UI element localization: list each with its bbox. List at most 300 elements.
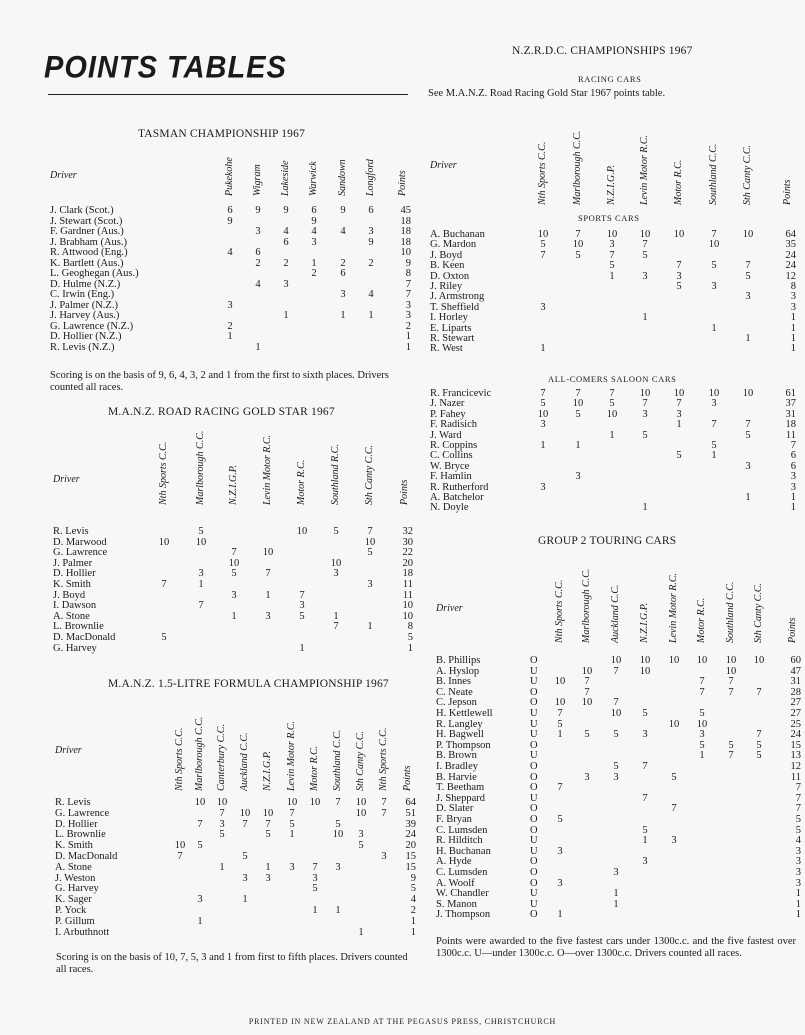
goldstar-cell: 10 (296, 526, 308, 537)
group2-cell: 10 (696, 718, 708, 730)
group2-points: 60 (790, 655, 801, 666)
formula15-points: 2 (410, 905, 416, 916)
tasman-cell: 6 (283, 236, 289, 248)
group2-col-header: Points (787, 617, 798, 643)
group2-driver-name: I. Bradley (436, 761, 478, 772)
formula15-cell: 5 (358, 840, 364, 852)
goldstar-cell: 7 (198, 600, 204, 612)
group2-driver-name: F. Bryan (436, 814, 472, 825)
formula15-cell: 7 (381, 797, 387, 808)
nzrdc-cell: 7 (676, 398, 682, 410)
nzrdc-col-header: N.Z.I.G.P. (606, 164, 617, 205)
formula15-points: 20 (405, 840, 416, 852)
goldstar-driver-header: Driver (53, 474, 80, 485)
nzrdc-driver-name: J. Boyd (430, 249, 463, 261)
saloon-cars-label: ALL-COMERS SALOON CARS (548, 374, 677, 384)
formula15-col-header: Nth Sports C.C. (378, 727, 389, 791)
nzrdc-cell: 5 (642, 429, 648, 441)
nzrdc-driver-name: J. Armstrong (430, 291, 485, 303)
nzrdc-cell: 1 (575, 440, 581, 451)
tasman-cell: 3 (311, 236, 317, 248)
group2-driver-name: R. Langley (436, 718, 483, 730)
group2-driver-name: S. Manon (436, 898, 477, 910)
nzrdc-cell: 7 (642, 239, 648, 251)
group2-cell: 7 (584, 686, 590, 698)
nzrdc-title: N.Z.R.D.C. CHAMPIONSHIPS 1967 (512, 45, 693, 57)
group2-cell: 3 (671, 835, 677, 847)
nzrdc-cell: 7 (575, 388, 581, 399)
nzrdc-cell: 3 (540, 301, 546, 313)
goldstar-cell: 5 (198, 526, 204, 537)
nzrdc-cell: 1 (540, 343, 546, 355)
formula15-driver-name: R. Levis (55, 797, 91, 808)
group2-class-marker: O (530, 655, 538, 666)
formula15-points: 1 (410, 915, 416, 927)
nzrdc-cell: 5 (540, 239, 546, 251)
goldstar-driver-name: K. Smith (53, 579, 91, 590)
nzrdc-cell: 7 (575, 229, 581, 240)
nzrdc-driver-name: J. Ward (430, 429, 462, 441)
group2-class-marker: U (530, 750, 538, 762)
group2-cell: 10 (668, 718, 680, 730)
group2-points: 1 (795, 898, 801, 910)
group2-class-marker: O (530, 771, 538, 783)
goldstar-cell: 7 (367, 526, 373, 537)
nzrdc-points: 35 (785, 239, 796, 251)
nzrdc-cell: 7 (609, 388, 615, 399)
nzrdc-points: 7 (790, 440, 796, 451)
goldstar-cell: 7 (265, 568, 271, 580)
page-title: POINTS TABLES (44, 50, 287, 86)
group2-cell: 5 (584, 729, 590, 741)
tasman-cell: 9 (227, 215, 233, 227)
goldstar-points: 10 (402, 610, 413, 622)
tasman-cell: 4 (368, 289, 374, 300)
tasman-cell: 3 (368, 226, 374, 237)
goldstar-col-header: Marlborough C.C. (195, 430, 206, 505)
formula15-cell: 7 (335, 797, 341, 808)
tasman-points: 2 (405, 320, 411, 332)
tasman-cell: 9 (255, 205, 261, 216)
nzrdc-cell: 10 (606, 408, 618, 420)
formula15-cell: 7 (381, 807, 387, 819)
group2-cell: 5 (699, 739, 705, 751)
group2-cell: 10 (610, 655, 622, 666)
formula15-points: 64 (405, 797, 416, 808)
formula15-cell: 7 (219, 807, 225, 819)
nzrdc-driver-name: G. Mardon (430, 239, 477, 251)
group2-driver-name: C. Neate (436, 686, 473, 698)
group2-cell: 10 (725, 655, 737, 666)
nzrdc-cell: 10 (639, 388, 651, 399)
formula15-col-header: Sth Canty C.C. (355, 730, 366, 791)
nzrdc-cell: 5 (575, 408, 581, 420)
nzrdc-cell: 1 (711, 450, 717, 462)
goldstar-points: 11 (402, 589, 413, 601)
tasman-driver-name: C. Irwin (Eng.) (50, 289, 115, 300)
nzrdc-cell: 5 (676, 450, 682, 462)
nzrdc-driver-name: R. Coppins (430, 440, 478, 451)
nzrdc-driver-name: J. Nazer (430, 398, 465, 410)
nzrdc-col-header: Southland C.C. (708, 143, 719, 205)
nzrdc-cell: 10 (537, 229, 549, 240)
group2-driver-name: B. Harvie (436, 771, 477, 783)
formula15-cell: 5 (242, 851, 248, 862)
group2-cell: 10 (696, 655, 708, 666)
group2-class-marker: O (530, 867, 538, 878)
goldstar-cell: 10 (158, 536, 170, 548)
tasman-cell: 4 (283, 226, 289, 237)
nzrdc-cell: 3 (745, 460, 751, 472)
tasman-col-header: Wigram (252, 164, 263, 196)
formula15-driver-header: Driver (55, 745, 82, 756)
group2-points: 31 (790, 676, 801, 688)
nzrdc-cell: 7 (540, 249, 546, 261)
goldstar-driver-name: G. Harvey (53, 642, 97, 654)
nzrdc-col-header: Levin Motor R.C. (639, 135, 650, 205)
nzrdc-points: 24 (785, 260, 796, 272)
group2-driver-name: C. Jepson (436, 697, 477, 709)
nzrdc-cell: 5 (609, 398, 615, 410)
group2-col-header: Auckland C.C. (610, 584, 621, 643)
group2-driver-name: B. Phillips (436, 655, 481, 666)
tasman-cell: 6 (227, 205, 233, 216)
nzrdc-driver-name: R. Francicevic (430, 388, 492, 399)
group2-cell: 3 (642, 729, 648, 741)
tasman-points: 7 (405, 278, 411, 290)
nzrdc-cell: 10 (708, 239, 720, 251)
formula15-points: 5 (410, 883, 416, 895)
group2-driver-name: A. Hyde (436, 856, 472, 868)
tasman-points: 3 (405, 299, 411, 311)
nzrdc-cell: 7 (745, 260, 751, 272)
formula15-cell: 5 (197, 840, 203, 852)
formula15-cell: 3 (381, 851, 387, 862)
nzrdc-cell: 5 (609, 260, 615, 272)
formula15-cell: 10 (332, 829, 344, 841)
nzrdc-driver-name: N. Doyle (430, 502, 469, 514)
goldstar-points: 1 (407, 642, 413, 654)
formula15-col-header: Nth Sports C.C. (174, 727, 185, 791)
goldstar-col-header: Points (399, 479, 410, 505)
goldstar-driver-name: L. Brownlie (53, 621, 104, 633)
nzrdc-col-header: Points (782, 179, 793, 205)
tasman-points: 1 (405, 341, 411, 353)
group2-class-marker: O (530, 761, 538, 772)
group2-class-marker: O (530, 856, 538, 868)
racing-cars-label: RACING CARS (578, 74, 642, 84)
nzrdc-cell: 3 (711, 398, 717, 410)
formula15-note: Scoring is on the basis of 10, 7, 5, 3 and 1 from first to fifth places. Drivers counted all races. (56, 952, 408, 975)
goldstar-cell: 5 (161, 632, 167, 643)
tasman-cell: 2 (255, 257, 261, 269)
group2-col-header: Motor R.C. (696, 597, 707, 643)
nzrdc-col-header: Sth Canty C.C. (742, 144, 753, 205)
group2-cell: 7 (584, 676, 590, 688)
tasman-driver-name: F. Gardner (Aus.) (50, 226, 124, 237)
nzrdc-points: 3 (790, 471, 796, 483)
goldstar-driver-name: D. Hollier (53, 568, 96, 580)
nzrdc-cell: 1 (745, 333, 751, 344)
nzrdc-cell: 5 (642, 249, 648, 261)
formula15-cell: 1 (219, 861, 225, 873)
nzrdc-driver-name: F. Hamlin (430, 471, 472, 483)
nzrdc-points: 1 (790, 312, 796, 324)
nzrdc-cell: 7 (676, 260, 682, 272)
group2-driver-name: A. Hyslop (436, 665, 480, 677)
group2-cell: 5 (699, 708, 705, 719)
nzrdc-cell: 5 (540, 398, 546, 410)
group2-cell: 10 (554, 697, 566, 709)
nzrdc-cell: 10 (572, 239, 584, 251)
formula15-cell: 3 (358, 829, 364, 841)
nzrdc-cell: 3 (609, 239, 615, 251)
group2-cell: 7 (557, 782, 563, 794)
nzrdc-cell: 3 (711, 281, 717, 292)
formula15-cell: 1 (335, 905, 341, 916)
group2-cell: 7 (642, 761, 648, 772)
group2-class-marker: O (530, 824, 538, 836)
tasman-points: 9 (405, 257, 411, 269)
formula15-driver-name: K. Smith (55, 840, 93, 852)
formula15-cell: 3 (312, 872, 318, 884)
formula15-cell: 1 (197, 915, 203, 927)
formula15-cell: 5 (312, 883, 318, 895)
group2-col-header: N.Z.I.G.P. (639, 602, 650, 643)
group2-cell: 7 (699, 676, 705, 688)
group2-cell: 3 (557, 845, 563, 857)
nzrdc-cell: 3 (540, 419, 546, 431)
nzrdc-points: 1 (790, 492, 796, 503)
nzrdc-cell: 1 (642, 502, 648, 514)
formula15-title: M.A.N.Z. 1.5-LITRE FORMULA CHAMPIONSHIP 1967 (108, 678, 389, 690)
formula15-cell: 7 (289, 807, 295, 819)
tasman-cell: 3 (255, 226, 261, 237)
goldstar-cell: 3 (198, 568, 204, 580)
group2-cell: 3 (613, 867, 619, 878)
group2-cell: 5 (756, 739, 762, 751)
formula15-points: 15 (405, 851, 416, 862)
group2-cell: 10 (581, 665, 593, 677)
nzrdc-driver-name: P. Fahey (430, 408, 466, 420)
tasman-col-header: Sandown (337, 159, 348, 196)
group2-cell: 1 (613, 888, 619, 900)
group2-cell: 7 (557, 708, 563, 719)
group2-points: 27 (790, 697, 801, 709)
formula15-cell: 7 (177, 851, 183, 862)
goldstar-col-header: N.Z.I.G.P. (228, 464, 239, 505)
goldstar-col-header: Southland R.C. (330, 444, 341, 505)
group2-cell: 7 (728, 750, 734, 762)
tasman-driver-name: D. Hollier (N.Z.) (50, 331, 122, 342)
group2-points: 25 (790, 718, 801, 730)
group2-cell: 5 (613, 761, 619, 772)
goldstar-points: 20 (402, 557, 413, 569)
group2-driver-name: R. Hilditch (436, 835, 483, 847)
group2-points: 7 (795, 803, 801, 815)
formula15-col-header: Motor R.C. (309, 745, 320, 791)
group2-cell: 7 (728, 676, 734, 688)
group2-cell: 1 (613, 898, 619, 910)
nzrdc-driver-name: J. Riley (430, 281, 463, 292)
group2-class-marker: U (530, 845, 538, 857)
footer-imprint: PRINTED IN NEW ZEALAND AT THE PEGASUS PRESS, CHRISTCHURCH (248, 1017, 557, 1026)
formula15-col-header: Levin Motor R.C. (286, 721, 297, 791)
nzrdc-cell: 10 (673, 229, 685, 240)
tasman-points: 1 (405, 331, 411, 342)
nzrdc-points: 64 (785, 229, 796, 240)
tasman-points: 45 (400, 205, 411, 216)
group2-points: 3 (795, 856, 801, 868)
group2-class-marker: O (530, 782, 538, 794)
formula15-cell: 10 (286, 797, 298, 808)
group2-driver-header: Driver (436, 603, 463, 614)
group2-cell: 10 (639, 655, 651, 666)
nzrdc-driver-name: E. Liparts (430, 322, 472, 334)
goldstar-cell: 7 (231, 547, 237, 559)
group2-class-marker: U (530, 888, 538, 900)
tasman-cell: 9 (283, 205, 289, 216)
nzrdc-cell: 7 (642, 398, 648, 410)
nzrdc-driver-name: A. Batchelor (430, 492, 484, 503)
group2-driver-name: C. Lumsden (436, 824, 488, 836)
nzrdc-driver-name: W. Bryce (430, 460, 470, 472)
goldstar-title: M.A.N.Z. ROAD RACING GOLD STAR 1967 (108, 406, 335, 418)
goldstar-col-header: Sth Canty C.C. (364, 444, 375, 505)
tasman-col-header: Warwick (308, 161, 319, 196)
tasman-cell: 6 (311, 205, 317, 216)
formula15-cell: 5 (219, 829, 225, 841)
goldstar-cell: 10 (364, 536, 376, 548)
formula15-cell: 1 (312, 905, 318, 916)
nzrdc-cell: 10 (606, 229, 618, 240)
group2-cell: 7 (613, 697, 619, 709)
tasman-cell: 4 (255, 278, 261, 290)
tasman-col-header: Points (397, 170, 408, 196)
racing-cars-note: See M.A.N.Z. Road Racing Gold Star 1967 points table. (428, 88, 666, 99)
group2-driver-name: D. Slater (436, 803, 474, 815)
formula15-cell: 5 (265, 829, 271, 841)
nzrdc-cell: 3 (676, 408, 682, 420)
tasman-cell: 6 (368, 205, 374, 216)
tasman-cell: 1 (283, 310, 289, 321)
group2-cell: 1 (557, 729, 563, 741)
group2-class-marker: U (530, 729, 538, 741)
tasman-cell: 1 (340, 310, 346, 321)
group2-col-header: Sth Canty C.C. (753, 582, 764, 643)
group2-points: 3 (795, 867, 801, 878)
tasman-cell: 6 (255, 247, 261, 258)
tasman-cell: 2 (340, 257, 346, 269)
goldstar-cell: 3 (299, 600, 305, 612)
group2-driver-name: A. Woolf (436, 877, 475, 889)
nzrdc-points: 1 (790, 322, 796, 334)
nzrdc-points: 24 (785, 249, 796, 261)
group2-points: 15 (790, 739, 801, 751)
goldstar-points: 30 (402, 536, 413, 548)
nzrdc-cell: 10 (742, 388, 754, 399)
tasman-driver-name: J. Stewart (Scot.) (50, 215, 123, 227)
group2-cell: 10 (753, 655, 765, 666)
group2-cell: 7 (756, 729, 762, 741)
tasman-driver-name: K. Bartlett (Aus.) (50, 257, 124, 269)
tasman-driver-name: J. Harvey (Aus.) (50, 310, 120, 321)
group2-points: 12 (790, 761, 801, 772)
nzrdc-cell: 1 (609, 270, 615, 282)
formula15-driver-name: K. Sager (55, 894, 92, 906)
formula15-col-header: Southland C.C. (332, 729, 343, 791)
formula15-driver-name: P. Yock (55, 905, 87, 916)
group2-points: 47 (790, 665, 801, 677)
tasman-note: Scoring is on the basis of 9, 6, 4, 3, 2 and 1 from the first to sixth places. Drivers counted all races. (50, 370, 389, 393)
goldstar-cell: 3 (333, 568, 339, 580)
nzrdc-driver-name: R. West (430, 343, 463, 355)
nzrdc-points: 37 (785, 398, 796, 410)
tasman-cell: 4 (340, 226, 346, 237)
group2-cell: 3 (584, 771, 590, 783)
group2-cell: 7 (728, 686, 734, 698)
nzrdc-points: 1 (790, 343, 796, 355)
group2-cell: 5 (642, 708, 648, 719)
tasman-cell: 2 (283, 257, 289, 269)
tasman-points: 18 (400, 236, 411, 248)
group2-class-marker: U (530, 898, 538, 910)
goldstar-cell: 5 (367, 547, 373, 559)
group2-points: 28 (790, 686, 801, 698)
group2-points: 1 (795, 888, 801, 900)
nzrdc-driver-name: C. Collins (430, 450, 473, 462)
goldstar-cell: 10 (228, 557, 240, 569)
group2-cell: 3 (699, 729, 705, 741)
nzrdc-cell: 10 (572, 398, 584, 410)
goldstar-cell: 10 (330, 557, 342, 569)
goldstar-col-header: Levin Motor R.C. (262, 435, 273, 505)
group2-driver-name: B. Innes (436, 676, 471, 688)
nzrdc-cell: 5 (745, 429, 751, 441)
formula15-cell: 10 (174, 840, 186, 852)
nzrdc-cell: 10 (708, 388, 720, 399)
group2-class-marker: U (530, 835, 538, 847)
goldstar-driver-name: R. Levis (53, 526, 89, 537)
nzrdc-cell: 10 (537, 408, 549, 420)
formula15-cell: 3 (197, 894, 203, 906)
sports-cars-label: SPORTS CARS (578, 213, 640, 223)
tasman-driver-name: J. Brabham (Aus.) (50, 236, 127, 248)
tasman-col-header: Pukekohe (224, 157, 235, 196)
formula15-cell: 10 (355, 797, 367, 808)
nzrdc-cell: 1 (642, 312, 648, 324)
group2-cell: 3 (557, 877, 563, 889)
nzrdc-points: 1 (790, 502, 796, 514)
nzrdc-cell: 7 (540, 388, 546, 399)
tasman-points: 18 (400, 215, 411, 227)
tasman-cell: 3 (340, 289, 346, 300)
group2-class-marker: U (530, 792, 538, 804)
nzrdc-driver-name: R. Stewart (430, 333, 475, 344)
group2-cell: 10 (581, 697, 593, 709)
formula15-cell: 1 (358, 926, 364, 938)
nzrdc-cell: 1 (711, 322, 717, 334)
goldstar-cell: 5 (231, 568, 237, 580)
nzrdc-cell: 1 (745, 492, 751, 503)
tasman-cell: 2 (311, 268, 317, 279)
formula15-col-header: Marlborough C.C. (194, 716, 205, 791)
nzrdc-cell: 5 (711, 260, 717, 272)
group2-cell: 5 (557, 718, 563, 730)
goldstar-cell: 1 (299, 642, 305, 654)
formula15-cell: 10 (216, 797, 228, 808)
group2-points: 7 (795, 782, 801, 794)
